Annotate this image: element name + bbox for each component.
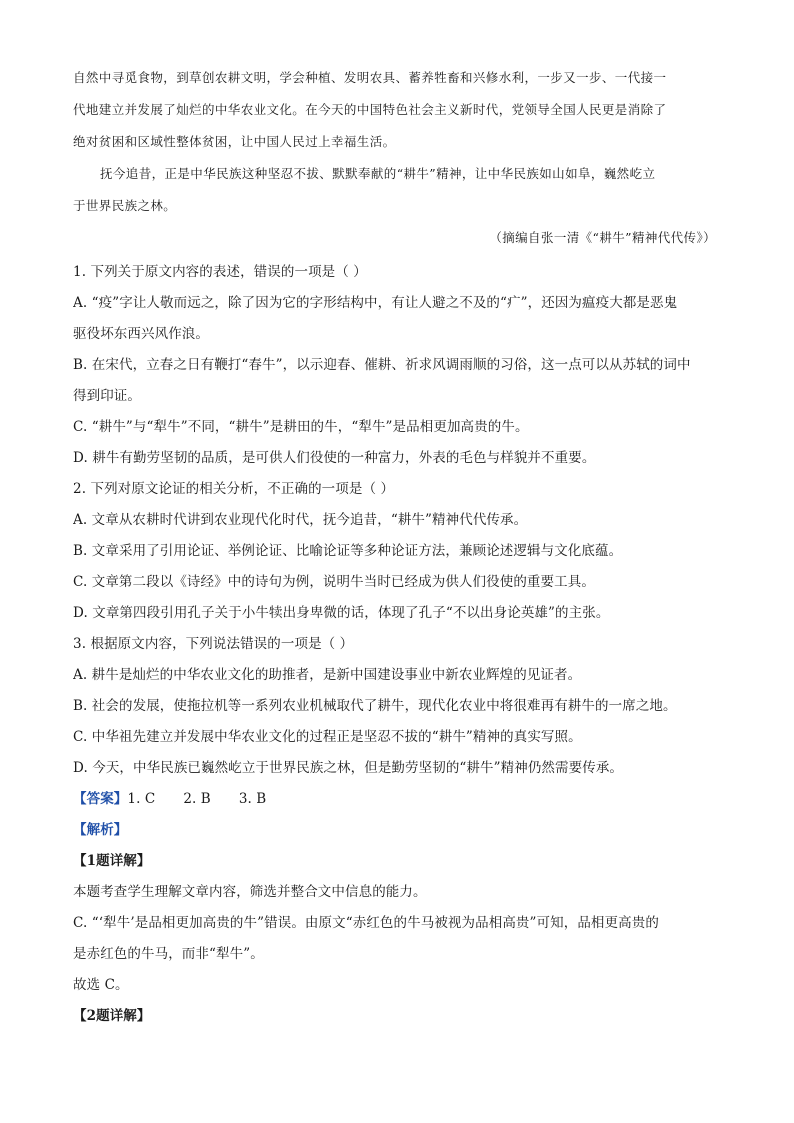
option-line: C. “耕牛”与“犁牛”不同，“耕牛”是耕田的牛，“犁牛”是品相更加高贵的牛。	[73, 419, 529, 435]
passage-line: 于世界民族之林。	[73, 198, 177, 213]
option-line: D. 文章第四段引用孔子关于小牛犊出身卑微的话，体现了孔子“不以出身论英雄”的主张。	[73, 605, 610, 621]
passage-line: 绝对贫困和区域性整体贫困，让中国人民过上幸福生活。	[73, 134, 396, 149]
option-line: C. 中华祖先建立并发展中华农业文化的过程正是坚忍不拔的“耕牛”精神的真实写照。	[73, 729, 582, 745]
option-line: D. 今天，中华民族已巍然屹立于世界民族之林，但是勤劳坚韧的“耕牛”精神仍然需要传承。	[73, 760, 624, 776]
question-stem: 2. 下列对原文论证的相关分析，不正确的一项是（ ）	[73, 481, 395, 497]
option-line: B. 文章采用了引用论证、举例论证、比喻论证等多种论证方法，兼顾论述逻辑与文化底蕴。	[73, 543, 623, 559]
option-line: B. 在宋代，立春之日有鞭打“春牛”，以示迎春、催耕、祈求风调雨顺的习俗，这一点可以从苏轼的词中	[73, 357, 691, 373]
analysis-line: 故选 C。	[73, 977, 129, 993]
passage-line: 自然中寻觅食物，到草创农耕文明，学会种植、发明农具、蓄养牲畜和兴修水利，一步又一步、一代接一	[73, 70, 667, 85]
answer-item: 2. B	[183, 791, 211, 807]
question-stem: 1. 下列关于原文内容的表述，错误的一项是（ ）	[73, 264, 367, 280]
passage-line: 抚今追昔，正是中华民族这种坚忍不拔、默默奉献的“耕牛”精神，让中华民族如山如阜，巍然屹立	[100, 166, 656, 181]
passage-source: （摘编自张一清《“耕牛”精神代代传》）	[489, 230, 716, 245]
option-line: B. 社会的发展，使拖拉机等一系列农业机械取代了耕牛，现代化农业中将很难再有耕牛的一席之地。	[73, 698, 677, 714]
analysis-line: C. “‘犁牛’是品相更加高贵的牛”错误。由原文“赤红色的牛马被视为品相高贵”可知，品相更高贵的	[73, 915, 659, 931]
option-line: 得到印证。	[73, 388, 141, 404]
answer-row	[73, 787, 721, 807]
sub-heading: 【1题详解】	[73, 853, 151, 869]
question-stem: 3. 根据原文内容，下列说法错误的一项是（ ）	[73, 636, 354, 652]
passage-line: 代地建立并发展了灿烂的中华农业文化。在今天的中国特色社会主义新时代，党领导全国人民更是消除了	[73, 102, 667, 117]
option-line: C. 文章第二段以《诗经》中的诗句为例，说明牛当时已经成为供人们役使的重要工具。	[73, 574, 595, 590]
analysis-line: 本题考查学生理解文章内容，筛选并整合文中信息的能力。	[73, 884, 427, 900]
sub-heading: 【2题详解】	[73, 1008, 151, 1024]
answer-item: 1. C	[127, 791, 156, 807]
option-line: 驱役坏东西兴风作浪。	[73, 326, 209, 342]
option-line: A. 耕牛是灿烂的中华农业文化的助推者，是新中国建设事业中新农业辉煌的见证者。	[73, 667, 582, 683]
option-line: A. “疫”字让人敬而远之，除了因为它的字形结构中，有让人避之不及的“疒”，还因为瘟疫大都是恶鬼	[73, 295, 678, 311]
answer-item: 3. B	[238, 791, 267, 807]
answer-label: 【答案】	[73, 791, 128, 807]
option-line: D. 耕牛有勤劳坚韧的品质，是可供人们役使的一种富力，外表的毛色与样貌并不重要。	[73, 450, 596, 466]
analysis-line: 是赤红色的牛马，而非“犁牛”。	[73, 946, 264, 962]
analysis-label: 【解析】	[73, 822, 128, 838]
option-line: A. 文章从农耕时代讲到农业现代化时代，抚今追昔，“耕牛”精神代代传承。	[73, 512, 528, 528]
